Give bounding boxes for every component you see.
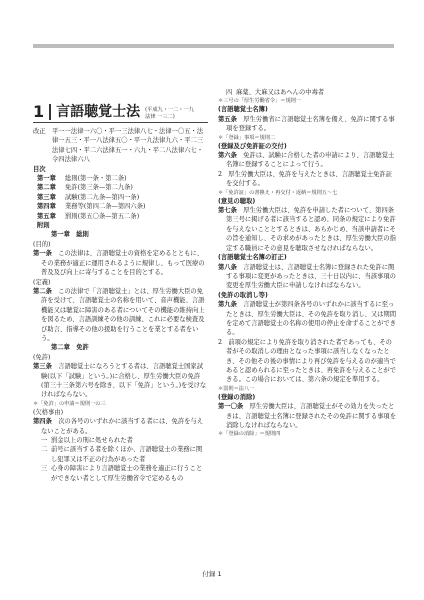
- para-heading: (欠格事由): [33, 408, 64, 416]
- article-5: 第五条 厚生労働省に言語聴覚士名簿を備え、免許に関する事項を登録する。: [218, 115, 395, 133]
- chapter-heading: 第二章 免許: [51, 344, 89, 352]
- article-9: 第九条 言語聴覚士が第四条各号のいずれかに該当するに至ったときは、厚生労働大臣は、その免許を取り消し、又は期間を定めて言語聴覚士の名称の使用の停止を命ずることができる。: [218, 301, 397, 337]
- amend-label: 改正: [33, 128, 46, 135]
- article-10: 第一〇条 厚生労働大臣は、言語聴覚士がその効力を失ったときは、言語聴覚士名簿に登録されたその免許に関する事項を消除しなければならない。: [218, 403, 397, 429]
- left-column: [33, 88, 208, 483]
- article-4: 第四条 次の各号のいずれかに該当する者には、免許を与えないことがある。: [33, 418, 204, 435]
- para-heading: (免許): [33, 353, 51, 361]
- list-item: 二 前号に該当する者を除くほか、言語聴覚士の業務に関し犯罪又は不正の行為があった者: [41, 446, 203, 463]
- para-heading: (免許の取消し等): [218, 291, 268, 299]
- note: ＊「免許証」の書換え・再交付・返納＝規則五〜七: [218, 189, 338, 196]
- chapter-heading: 第一章 総則: [51, 231, 89, 239]
- toc-entry[interactable]: 第四章 業務等(第四二条—第四六条): [37, 203, 146, 211]
- toc-entry[interactable]: 第三章 試験(第二九条—第四一条): [37, 193, 140, 201]
- law-number: 1: [33, 104, 51, 120]
- article-3: 第三条 言語聴覚士になろうとする者は、言語聴覚士国家試験(以下「試験」という。)に合格し、厚生労働大臣の免許(第三十三条第六号を除き、以下「免許」という。)を受けなければならない。: [33, 363, 207, 399]
- law-name: 言語聴覚士法: [56, 104, 141, 120]
- amendments: [33, 127, 208, 165]
- article-6: 第六条 免許は、試験に合格した者の申請により、言語聴覚士名簿に登録することによって行う。: [218, 152, 395, 169]
- para-heading: (登録の消除): [218, 393, 256, 401]
- article-2: 第二条 この法律で「言語聴覚士」とは、厚生労働大臣の免許を受けて、言語聴覚士の名称を用いて、音声機能、言語機能又は聴覚に障害のある者についてその機能の維持向上を図るため、言語訓練その他の訓練、これに必要な検査及び助言、指導その他の援助を行うことを業とする者をいう。: [33, 287, 205, 342]
- para-heading: (言語聴覚士名簿の訂正): [218, 254, 287, 262]
- note: ＊「登録の消除」＝規則四: [218, 431, 281, 438]
- para-heading: (登録及び免許証の交付): [218, 142, 287, 150]
- note: ＊罰則＝法八一: [218, 385, 255, 392]
- note: ＊「免許」の申請＝規則一の三: [33, 400, 106, 407]
- para-heading: (目的): [33, 240, 51, 248]
- article-9-para-2: 2 前項の規定により免許を取り消された者であっても、その者がその取消しの理由となった事項に該当しなくなったとき、その他その後の事情により再び免許を与えるのが適当であると認められるに至ったときは、再免許を与えることができる。この場合においては、第六条の規定を準用する。: [218, 338, 397, 384]
- list-item: 四 麻薬、大麻又はあへんの中毒者: [226, 89, 325, 96]
- article-6-para-2: 2 厚生労働大臣は、免許を与えたときは、言語聴覚士免許証を交付する。: [218, 170, 393, 188]
- para-heading: (言語聴覚士名簿): [218, 106, 268, 114]
- toc-suppl[interactable]: 附則: [37, 222, 50, 230]
- amend-text: 平一一法律一六〇・平一三法律八七・法律一〇五・法 律一五三・平一八法律五〇・平一九法律九六・平二三 法律七四・平二六法律五一・六九・平二八法律六七・ 令四法律六八: [52, 128, 204, 164]
- law-title: [33, 104, 208, 123]
- para-heading: (定義): [33, 278, 51, 286]
- toc-entry[interactable]: 第五章 罰則(第五〇条—第五二条): [37, 212, 140, 220]
- list-item: 一 罰金以上の刑に処せられた者: [41, 437, 133, 444]
- law-meta: (平成九・一二・一九 法律 一三二): [145, 107, 194, 120]
- right-column: [218, 88, 396, 438]
- toc-entry[interactable]: 第二章 免許(第三条—第二九条): [37, 184, 133, 192]
- top-rule: [33, 44, 394, 48]
- article-7: 第七条 厚生労働大臣は、免許を申請した者について、第四条第三号に掲げる者に該当すると認め、同条の規定により免許を与えないこととするときは、あらかじめ、当該申請者にその旨を通知し、その求めがあったときは、厚生労働大臣の指定する職員にその意見を聴取させなければならない。: [218, 207, 396, 252]
- para-heading: (意見の聴取): [218, 197, 256, 205]
- toc-label: 目次: [33, 165, 46, 173]
- note: ＊三号の「厚生労働省令」＝規則一: [218, 98, 302, 105]
- article-1: 第一条 この法律は、言語聴覚士の資格を定めるとともに、その業務が適正に運用されるように規律し、もって医療の普及及び向上に寄与することを目的とする。: [33, 250, 205, 277]
- note: ＊「登録」事項＝規則二: [218, 134, 276, 141]
- toc-entry[interactable]: 第一章 総則(第一条・第二条): [37, 175, 127, 183]
- list-item: 三 心身の障害により言語聴覚士の業務を適正に行うことができない者として厚生労働省令で定めるもの: [41, 465, 203, 482]
- article-8: 第八条 言語聴覚士は、言語聴覚士名簿に登録された免許に関する事項に変更があったときは、三十日以内に、当該事項の変更を厚生労働大臣に申請しなければならない。: [218, 263, 396, 290]
- page-footer: 付録 1: [202, 570, 222, 578]
